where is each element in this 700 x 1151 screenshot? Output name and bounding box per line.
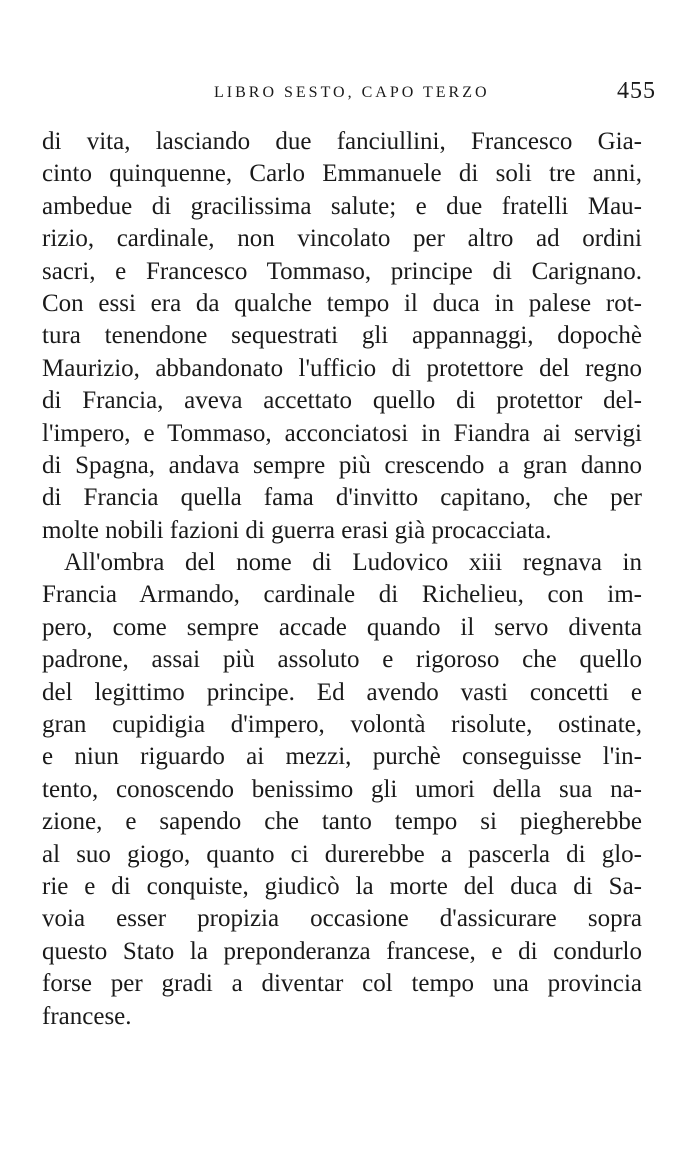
text-line: tento, conoscendo benissimo gli umori della sua na-	[42, 775, 642, 803]
text-line: All'ombra del nome di Ludovico xiii regnava in	[64, 549, 642, 577]
text-line: gran cupidigia d'impero, volontà risolute, ostinate,	[42, 711, 642, 739]
text-line: ambedue di gracilissima salute; e due fratelli Mau-	[42, 192, 642, 220]
text-line: questo Stato la preponderanza francese, e di condurlo	[42, 937, 642, 965]
text-line: tura tenendone sequestrati gli appannaggi, dopochè	[42, 322, 642, 350]
text-line: cinto quinquenne, Carlo Emmanuele di soli tre anni,	[42, 160, 642, 188]
text-line: forse per gradi a diventar col tempo una provincia	[42, 970, 642, 998]
text-line: Con essi era da qualche tempo il duca in palese rot-	[42, 289, 642, 317]
text-line: rizio, cardinale, non vincolato per altro ad ordini	[42, 225, 642, 253]
text-line: di Francia quella fama d'invitto capitano, che per	[42, 484, 642, 512]
text-line: zione, e sapendo che tanto tempo si piegherebbe	[42, 808, 642, 836]
text-line: di Francia, aveva accettato quello di protettor del-	[42, 387, 642, 415]
text-line: Francia Armando, cardinale di Richelieu, con im-	[42, 581, 642, 609]
text-line: al suo giogo, quanto ci durerebbe a pascerla di glo-	[42, 840, 642, 868]
text-line: Maurizio, abbandonato l'ufficio di protettore del regno	[42, 354, 642, 382]
text-line: sacri, e Francesco Tommaso, principe di Carignano.	[42, 257, 642, 285]
running-head	[0, 78, 700, 110]
page-number: 455	[617, 78, 656, 104]
body-text	[42, 126, 642, 1033]
text-line: francese.	[42, 1002, 132, 1030]
text-line: di Spagna, andava sempre più crescendo a gran danno	[42, 451, 642, 479]
text-line: padrone, assai più assoluto e rigoroso che quello	[42, 646, 642, 674]
text-line: di vita, lasciando due fanciullini, Francesco Gia-	[42, 128, 642, 155]
text-line: voia esser propizia occasione d'assicurare sopra	[42, 905, 642, 933]
running-title: LIBRO SESTO, CAPO TERZO	[214, 84, 490, 101]
text-line: pero, come sempre accade quando il servo diventa	[42, 613, 642, 641]
text-line: molte nobili fazioni di guerra erasi già procacciata.	[42, 516, 552, 544]
text-line: del legittimo principe. Ed avendo vasti concetti e	[42, 678, 642, 706]
text-line: e niun riguardo ai mezzi, purchè conseguisse l'in-	[42, 743, 642, 771]
text-line: l'impero, e Tommaso, acconciatosi in Fiandra ai servigi	[42, 419, 642, 447]
text-line: rie e di conquiste, giudicò la morte del duca di Sa-	[42, 872, 642, 900]
